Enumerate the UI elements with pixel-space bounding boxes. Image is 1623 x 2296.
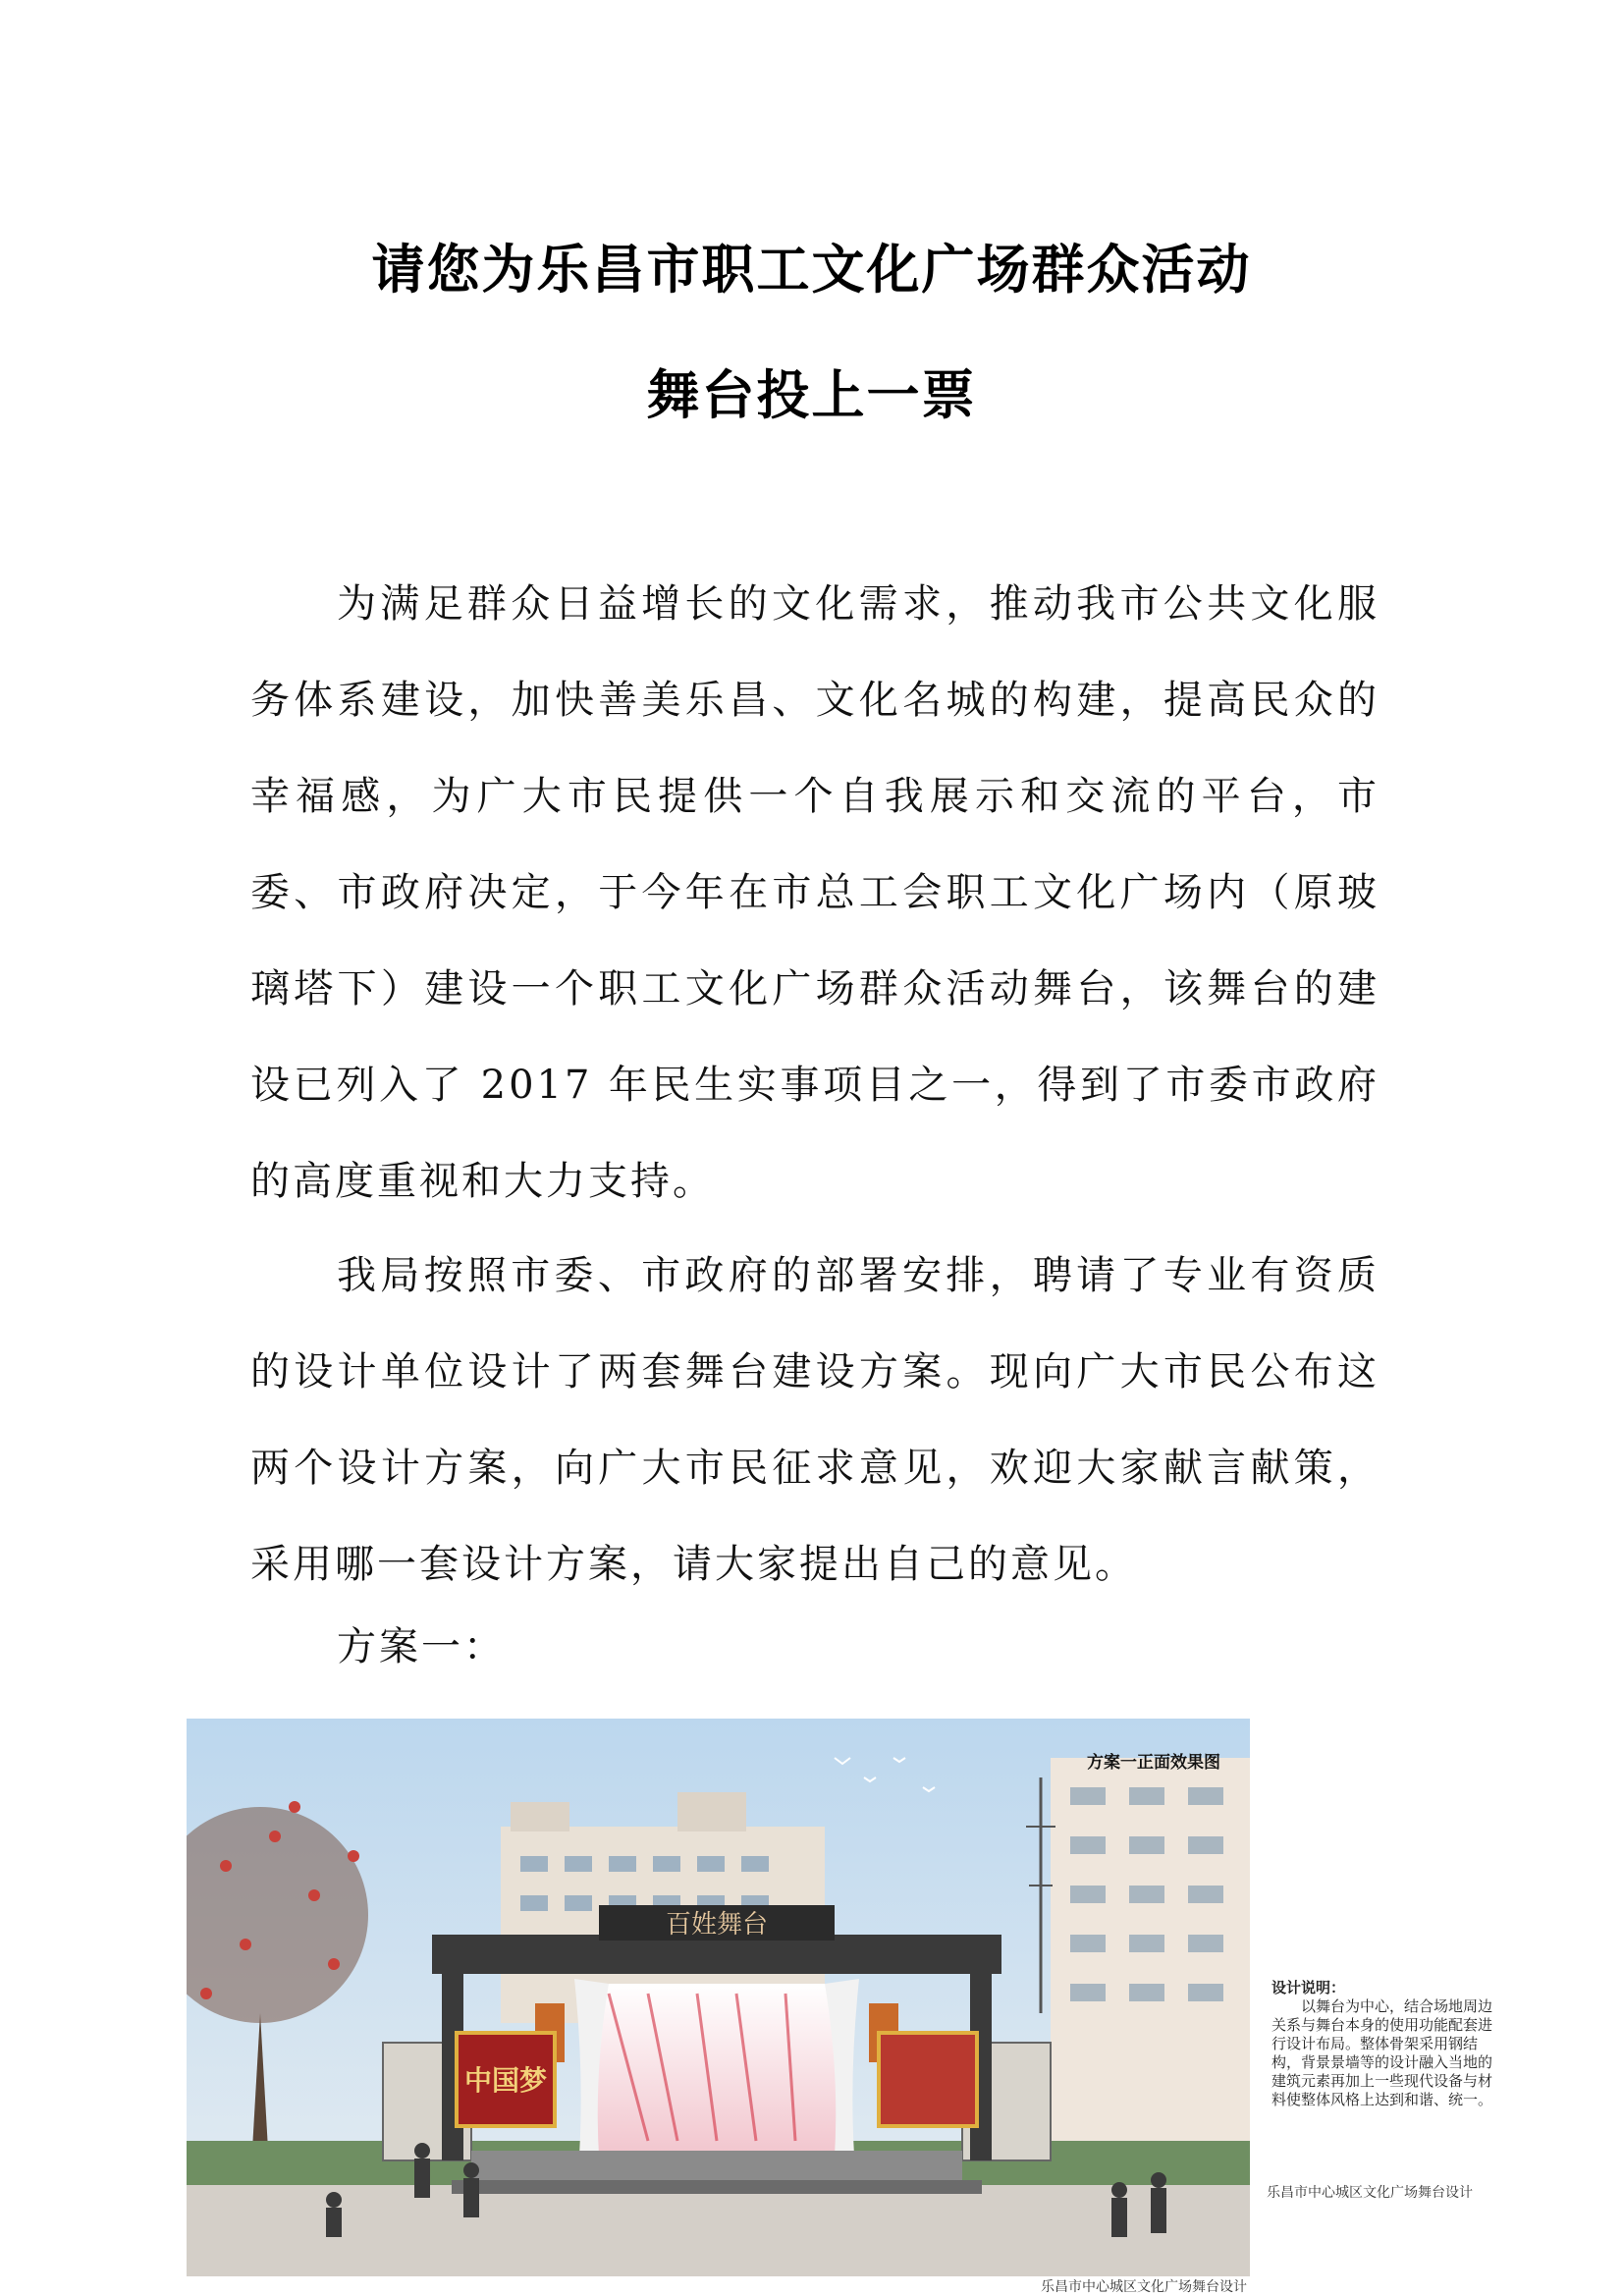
paragraph-intro: 为满足群众日益增长的文化需求，推动我市公共文化服务体系建设，加快善美乐昌、文化名城的构建，提高民众的幸福感，为广大市民提供一个自我展示和交流的平台，市委、市政府决定，于今年在市总工会职工文化广场内（原玻璃塔下）建设一个职工文化广场群众活动舞台，该舞台的建设已列入了 2017 年民生实事项目之一，得到了市委市政府的高度重视和大力支持。 (250, 581, 1380, 1204)
paragraph-plan-one-heading: 方案一： (337, 1624, 506, 1669)
figure-caption: 乐昌市中心城区文化广场舞台设计 (1041, 2279, 1247, 2295)
stage-rendering-image (187, 1719, 1250, 2276)
design-note (1271, 1979, 1497, 2109)
paragraph-design-plans: 我局按照市委、市政府的部署安排，聘请了专业有资质的设计单位设计了两套舞台建设方案。现向广大市民公布这两个设计方案，向广大市民征求意见，欢迎大家献言献策，采用哪一套设计方案，请大家提出自己的意见。 (250, 1253, 1380, 1587)
design-note-body: 以舞台为中心，结合场地周边关系与舞台本身的使用功能配套进行设计布局。整体骨架采用钢结构，背景景墙等的设计融入当地的建筑元素再加上一些现代设备与材料使整体风格上达到和谐、统一。 (1271, 1997, 1493, 2108)
stage-sign-text: 百姓舞台 (665, 1910, 769, 1940)
banner-text: 中国梦 (463, 2064, 548, 2097)
figure-label: 方案一正面效果图 (1087, 1753, 1220, 1773)
design-note-caption: 乐昌市中心城区文化广场舞台设计 (1267, 2185, 1473, 2201)
stage-rendering-illustration (187, 1719, 1250, 2276)
design-note-heading: 设计说明： (1271, 1979, 1346, 1996)
page-title-line-2: 舞台投上一票 (646, 364, 977, 426)
page-title-line-1: 请您为乐昌市职工文化广场群众活动 (371, 239, 1252, 301)
